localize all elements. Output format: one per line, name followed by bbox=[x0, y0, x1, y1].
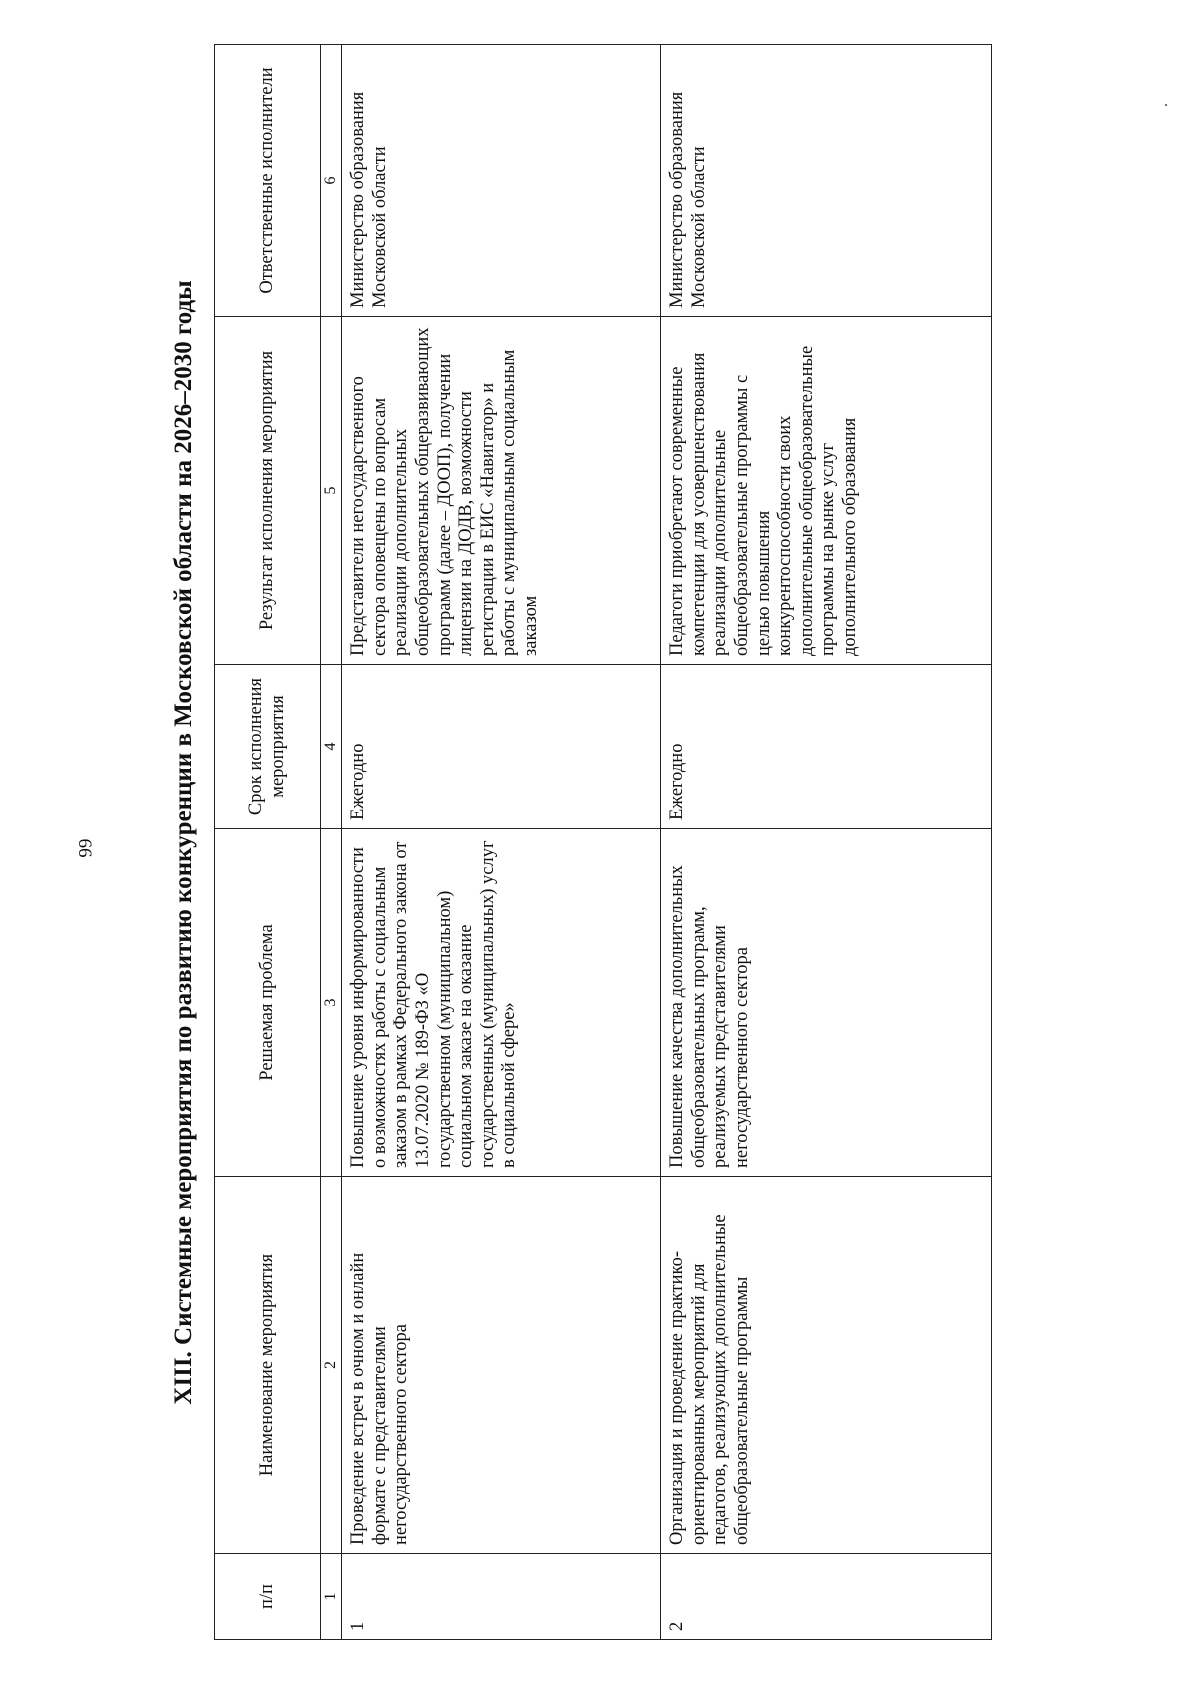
result-text: Представители негосударственного сектора оповещены по вопросам реализации дополнительных общеобразовательных общеразвивающих программ (далее – ДООП), получении лицензии на ДОДВ, возможности регистрации в ЕИС «Навигатор» и работы с муниципальным социальным заказом bbox=[342, 317, 661, 665]
column-number: 1 bbox=[321, 1554, 342, 1640]
responsible-text: Министерство образования Московской области bbox=[342, 45, 661, 317]
column-number-row bbox=[321, 45, 342, 1640]
header-result: Результат исполнения мероприятия bbox=[215, 317, 321, 665]
table-row bbox=[342, 45, 661, 1640]
header-term: Срок исполнения мероприятия bbox=[215, 665, 321, 829]
header-measure-name: Наименование мероприятия bbox=[215, 1177, 321, 1554]
header-problem: Решаемая проблема bbox=[215, 829, 321, 1177]
column-number: 6 bbox=[321, 45, 342, 317]
column-number: 4 bbox=[321, 665, 342, 829]
header-responsible: Ответственные исполнители bbox=[215, 45, 321, 317]
measures-table bbox=[214, 44, 992, 1640]
table-row bbox=[661, 45, 992, 1640]
problem-text: Повышение качества дополнительных общеобразовательных программ, реализуемых представителями негосударственного сектора bbox=[661, 829, 992, 1177]
measure-name: Проведение встреч в очном и онлайн формате с представителями негосударственного сектора bbox=[342, 1177, 661, 1554]
column-number: 5 bbox=[321, 317, 342, 665]
landscape-page bbox=[162, 45, 1099, 1640]
page-number: 66 bbox=[74, 838, 95, 858]
table-header-row bbox=[215, 45, 321, 1640]
scan-speck bbox=[1165, 104, 1167, 106]
term-text: Ежегодно bbox=[661, 665, 992, 829]
result-text: Педагоги приобретают современные компетенции для усовершенствования реализации дополнительные общеобразовательные программы с целью повышения конкурентоспособности своих дополнительные общеобразовательные программы на рынке услуг дополнительного образования bbox=[661, 317, 992, 665]
responsible-text: Министерство образования Московской области bbox=[661, 45, 992, 317]
header-number: п/п bbox=[215, 1554, 321, 1640]
page-title: XIII. Системные мероприятия по развитию конкуренции в Московской области на 2026–2030 годы bbox=[170, 280, 197, 1405]
row-number: 1 bbox=[342, 1554, 661, 1640]
term-text: Ежегодно bbox=[342, 665, 661, 829]
row-number: 2 bbox=[661, 1554, 992, 1640]
problem-text: Повышение уровня информированности о возможностях работы с социальным заказом в рамках Федерального закона от 13.07.2020 № 189-ФЗ «О государственном (муниципальном) социальном заказе на оказание государственных (муниципальных) услуг в социальной сфере» bbox=[342, 829, 661, 1177]
column-number: 3 bbox=[321, 829, 342, 1177]
measure-name: Организация и проведение практико-ориентированных мероприятий для педагогов, реализующих дополнительные общеобразовательные программы bbox=[661, 1177, 992, 1554]
column-number: 2 bbox=[321, 1177, 342, 1554]
